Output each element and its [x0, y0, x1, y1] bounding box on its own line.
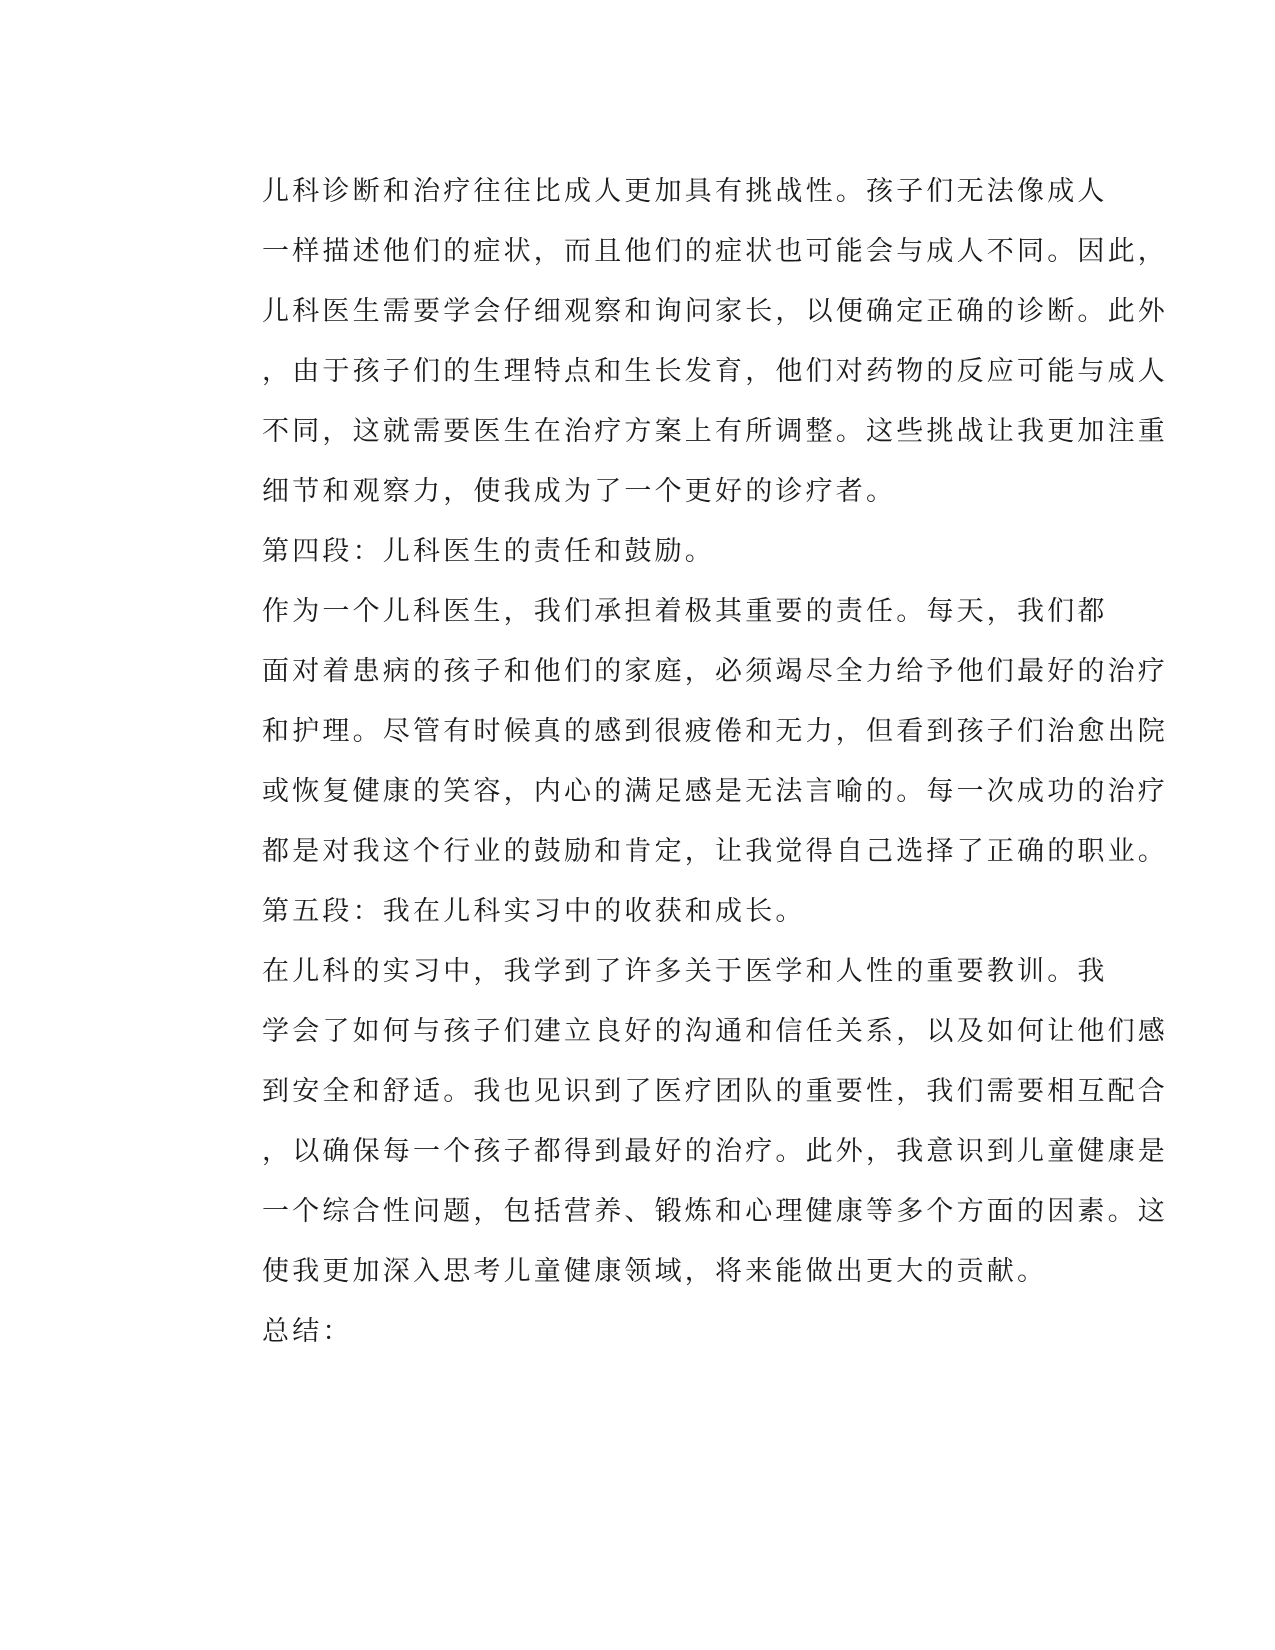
text-line: 不同，这就需要医生在治疗方案上有所调整。这些挑战让我更加注重 [262, 416, 1168, 447]
text-line: 和护理。尽管有时候真的感到很疲倦和无力，但看到孩子们治愈出院 [262, 716, 1168, 747]
text-line: 总结： [262, 1316, 353, 1347]
text-line: ，以确保每一个孩子都得到最好的治疗。此外，我意识到儿童健康是 [262, 1136, 1168, 1167]
text-line: 儿科诊断和治疗往往比成人更加具有挑战性。孩子们无法像成人 [262, 176, 1108, 207]
text-line: 或恢复健康的笑容，内心的满足感是无法言喻的。每一次成功的治疗 [262, 776, 1168, 807]
paragraph-doctor-responsibility [186, 582, 1168, 882]
text-line: 到安全和舒适。我也见识到了医疗团队的重要性，我们需要相互配合 [262, 1076, 1168, 1107]
text-line: 第五段：我在儿科实习中的收获和成长。 [262, 896, 806, 927]
text-line: 一个综合性问题，包括营养、锻炼和心理健康等多个方面的因素。这 [262, 1196, 1168, 1227]
text-line: 在儿科的实习中，我学到了许多关于医学和人性的重要教训。我 [262, 956, 1108, 987]
text-line: 都是对我这个行业的鼓励和肯定，让我觉得自己选择了正确的职业。 [262, 836, 1168, 867]
text-line: 细节和观察力，使我成为了一个更好的诊疗者。 [262, 476, 897, 507]
paragraph-pediatric-challenges [186, 162, 1168, 522]
paragraph-internship-growth [186, 942, 1168, 1302]
text-line: 作为一个儿科医生，我们承担着极其重要的责任。每天，我们都 [262, 596, 1108, 627]
text-line: 一样描述他们的症状，而且他们的症状也可能会与成人不同。因此， [262, 236, 1168, 267]
section-heading-part-five [186, 882, 1046, 942]
text-line: ，由于孩子们的生理特点和生长发育，他们对药物的反应可能与成人 [262, 356, 1168, 387]
section-heading-part-four [186, 522, 1046, 582]
text-line: 使我更加深入思考儿童健康领域，将来能做出更大的贡献。 [262, 1256, 1048, 1287]
text-line: 儿科医生需要学会仔细观察和询问家长，以便确定正确的诊断。此外 [262, 296, 1168, 327]
document-body [186, 162, 1168, 1362]
text-line: 学会了如何与孩子们建立良好的沟通和信任关系，以及如何让他们感 [262, 1016, 1168, 1047]
section-heading-summary [186, 1302, 1046, 1362]
text-line: 面对着患病的孩子和他们的家庭，必须竭尽全力给予他们最好的治疗 [262, 656, 1168, 687]
text-line: 第四段：儿科医生的责任和鼓励。 [262, 536, 715, 567]
